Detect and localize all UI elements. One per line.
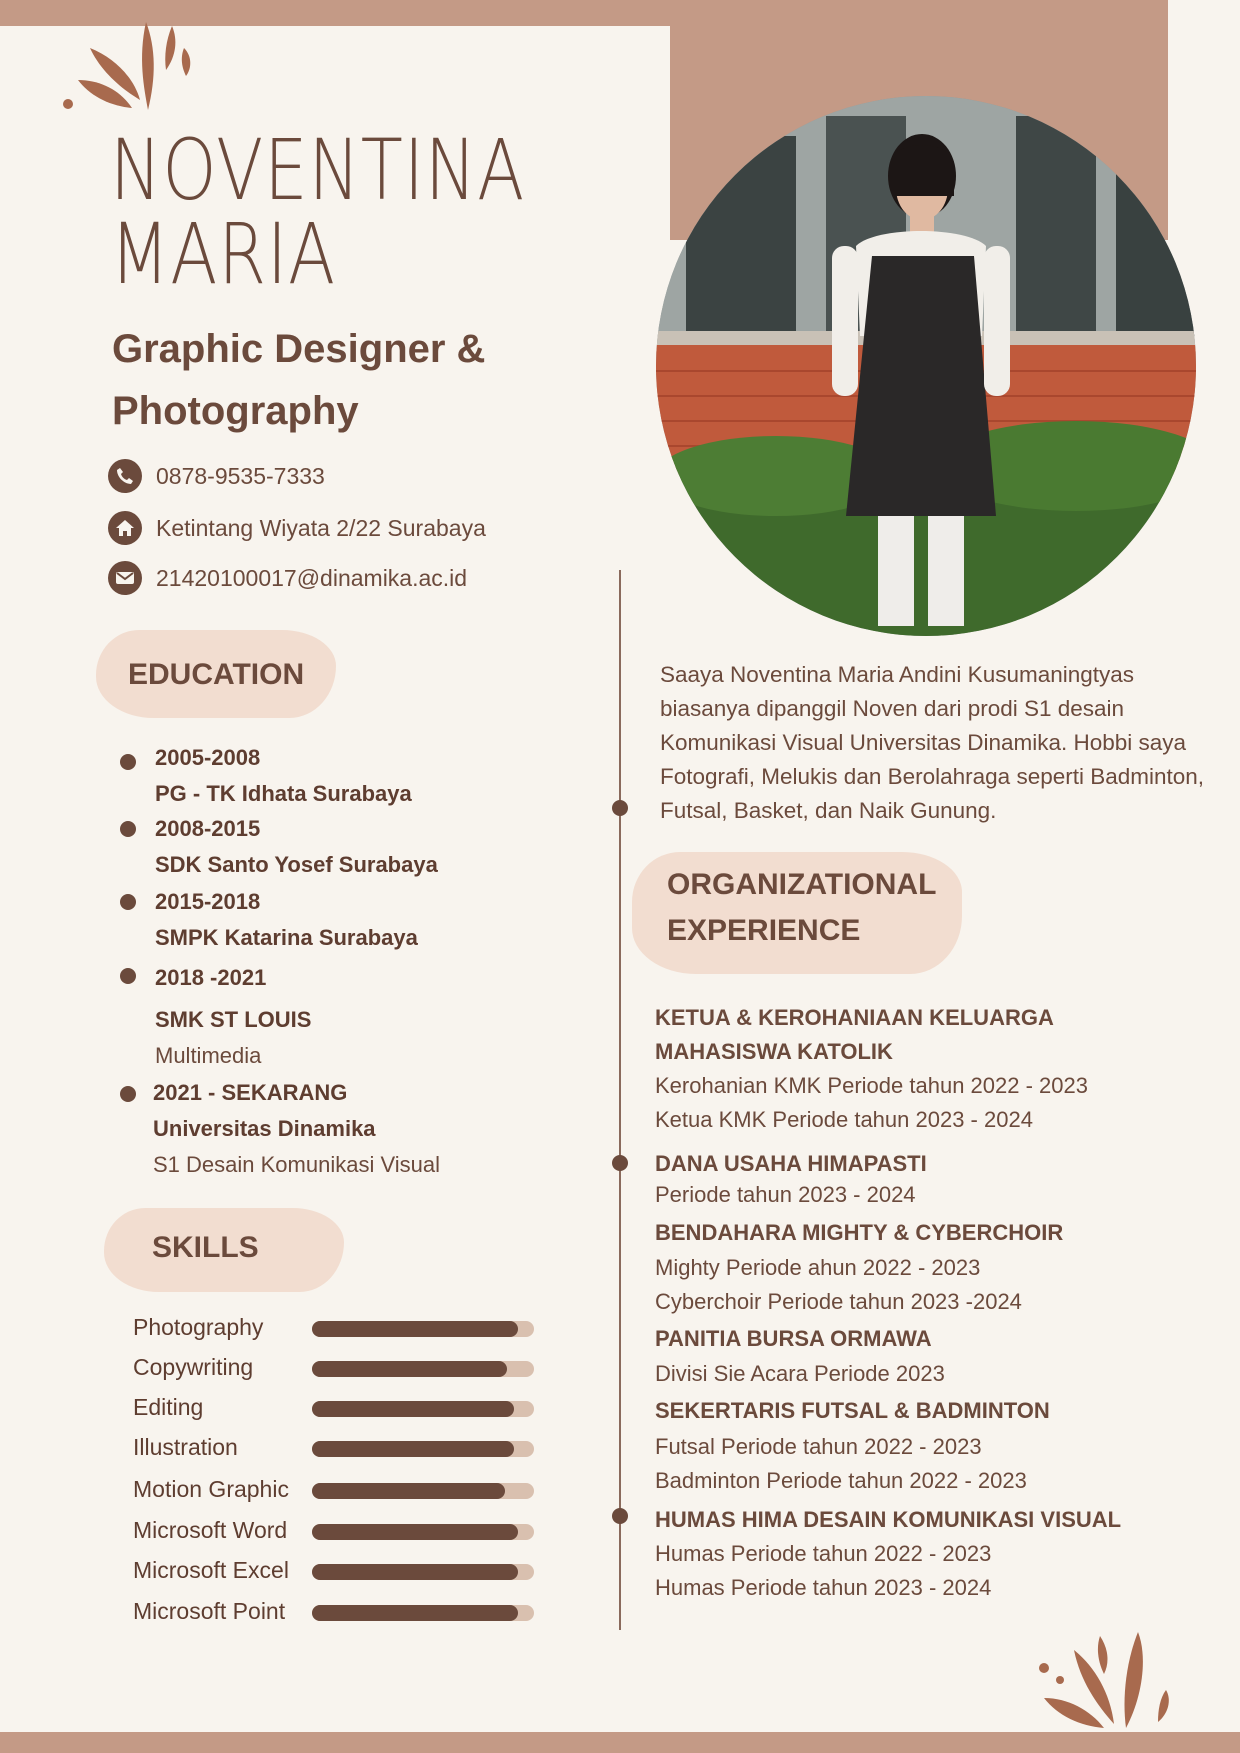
education-school: PG - TK Idhata Surabaya — [155, 781, 412, 806]
about-paragraph: Saaya Noventina Maria Andini Kusumaningtyas biasanya dipanggil Noven dari prodi S1 desain Komunikasi Visual Universitas Dinamika. Hobbi saya Fotografi, Melukis dan Berolahraga seperti Badminton, Futsal, Basket, dan Naik Gunung. — [660, 662, 1205, 823]
education-dot-2 — [120, 821, 136, 837]
skills-title: SKILLS — [152, 1231, 259, 1264]
education-years: 2021 - SEKARANG — [153, 1080, 348, 1105]
skill-bar-fill — [312, 1441, 514, 1457]
org-item-line: Divisi Sie Acara Periode 2023 — [655, 1361, 945, 1386]
profile-photo — [656, 96, 1196, 636]
education-item-2 — [155, 811, 438, 883]
org-item-3-title: BENDAHARA MIGHTY & CYBERCHOIR — [655, 1220, 1064, 1245]
skill-label: Motion Graphic — [133, 1476, 289, 1502]
education-school: SDK Santo Yosef Surabaya — [155, 852, 438, 877]
education-years: 2018 -2021 — [155, 965, 267, 990]
timeline-line — [619, 570, 621, 1630]
skill-bar-track — [312, 1401, 534, 1417]
contact-address — [108, 511, 486, 545]
skill-bar-track — [312, 1524, 534, 1540]
skill-bar-track — [312, 1441, 534, 1457]
org-item-line: Futsal Periode tahun 2022 - 2023 — [655, 1434, 982, 1459]
skill-bar-fill — [312, 1524, 518, 1540]
org-item-line: Cyberchoir Periode tahun 2023 -2024 — [655, 1289, 1022, 1314]
email-text: 21420100017@dinamika.ac.id — [156, 564, 468, 591]
org-item-line: Kerohanian KMK Periode tahun 2022 - 2023 — [655, 1073, 1088, 1098]
education-school: Universitas Dinamika — [153, 1116, 376, 1141]
org-item-6-title: HUMAS HIMA DESAIN KOMUNIKASI VISUAL — [655, 1507, 1122, 1532]
contact-email — [108, 561, 467, 595]
org-item-4-title: PANITIA BURSA ORMAWA — [655, 1326, 932, 1351]
org-item-5-title: SEKERTARIS FUTSAL & BADMINTON — [655, 1398, 1050, 1423]
education-school: SMPK Katarina Surabaya — [155, 925, 418, 950]
skill-bar-track — [312, 1483, 534, 1499]
phone-text: 0878-9535-7333 — [156, 462, 325, 489]
education-detail: S1 Desain Komunikasi Visual — [153, 1152, 440, 1177]
org-item-line: Ketua KMK Periode tahun 2023 - 2024 — [655, 1107, 1033, 1132]
skill-bar-fill — [312, 1605, 518, 1621]
role-line-2: Photography — [112, 389, 359, 433]
org-item-line: Mighty Periode ahun 2022 - 2023 — [655, 1255, 981, 1280]
skill-bar-fill — [312, 1361, 507, 1377]
skill-bar-track — [312, 1321, 534, 1337]
org-title-line: MAHASISWA KATOLIK — [655, 1039, 893, 1064]
timeline-dot — [612, 800, 628, 816]
address-text: Ketintang Wiyata 2/22 Surabaya — [156, 514, 486, 541]
education-years: 2005-2008 — [155, 745, 261, 770]
education-years: 2015-2018 — [155, 889, 261, 914]
org-item-1-title — [655, 1001, 1054, 1069]
timeline-dot — [612, 1508, 628, 1524]
timeline-dot — [612, 1155, 628, 1171]
org-item-line: Humas Periode tahun 2022 - 2023 — [655, 1541, 992, 1566]
home-icon — [108, 511, 142, 545]
education-years: 2008-2015 — [155, 816, 261, 841]
skill-bar-track — [312, 1361, 534, 1377]
skill-bar-fill — [312, 1564, 518, 1580]
skill-label: Copywriting — [133, 1354, 254, 1380]
org-item-line: Humas Periode tahun 2023 - 2024 — [655, 1575, 992, 1600]
decorative-splash-bottom-icon — [1030, 1628, 1180, 1738]
organizational-title — [667, 862, 936, 954]
skill-bar-fill — [312, 1483, 505, 1499]
education-detail: Multimedia — [155, 1043, 262, 1068]
org-item-2-title: DANA USAHA HIMAPASTI — [655, 1151, 927, 1176]
education-school: SMK ST LOUIS — [155, 1007, 312, 1032]
skill-bar-fill — [312, 1321, 518, 1337]
org-item-line: Badminton Periode tahun 2022 - 2023 — [655, 1468, 1027, 1493]
education-item-4 — [155, 960, 311, 1074]
name-heading — [110, 121, 526, 303]
mail-icon — [108, 561, 142, 595]
skill-bar-track — [312, 1564, 534, 1580]
right-margin — [1168, 0, 1240, 1753]
org-item-line: Periode tahun 2023 - 2024 — [655, 1182, 916, 1207]
education-dot-1 — [120, 754, 136, 770]
education-item-1 — [155, 740, 412, 812]
education-item-5 — [153, 1075, 440, 1183]
decorative-splash-top-icon — [60, 18, 200, 128]
skill-label: Microsoft Word — [133, 1517, 288, 1543]
education-title: EDUCATION — [128, 658, 305, 691]
name-line-1: NOVENTINA — [110, 121, 526, 219]
role-title — [112, 318, 485, 442]
education-dot-3 — [120, 894, 136, 910]
role-line-1: Graphic Designer & — [112, 327, 486, 371]
education-item-3 — [155, 884, 418, 956]
organizational-title-line-2: EXPERIENCE — [667, 914, 861, 947]
contact-phone — [108, 459, 325, 493]
skill-label: Illustration — [133, 1434, 238, 1460]
skill-label: Photography — [133, 1314, 264, 1340]
education-dot-5 — [120, 1086, 136, 1102]
education-dot-4 — [120, 968, 136, 984]
skill-label: Microsoft Point — [133, 1598, 286, 1624]
skill-label: Editing — [133, 1394, 204, 1420]
phone-icon — [108, 459, 142, 493]
skill-bar-fill — [312, 1401, 514, 1417]
org-title-line: KETUA & KEROHANIAAN KELUARGA — [655, 1005, 1054, 1030]
skill-bar-track — [312, 1605, 534, 1621]
skill-label: Microsoft Excel — [133, 1557, 289, 1583]
organizational-title-line-1: ORGANIZATIONAL — [667, 868, 937, 901]
name-line-2: MARIA — [110, 205, 336, 303]
